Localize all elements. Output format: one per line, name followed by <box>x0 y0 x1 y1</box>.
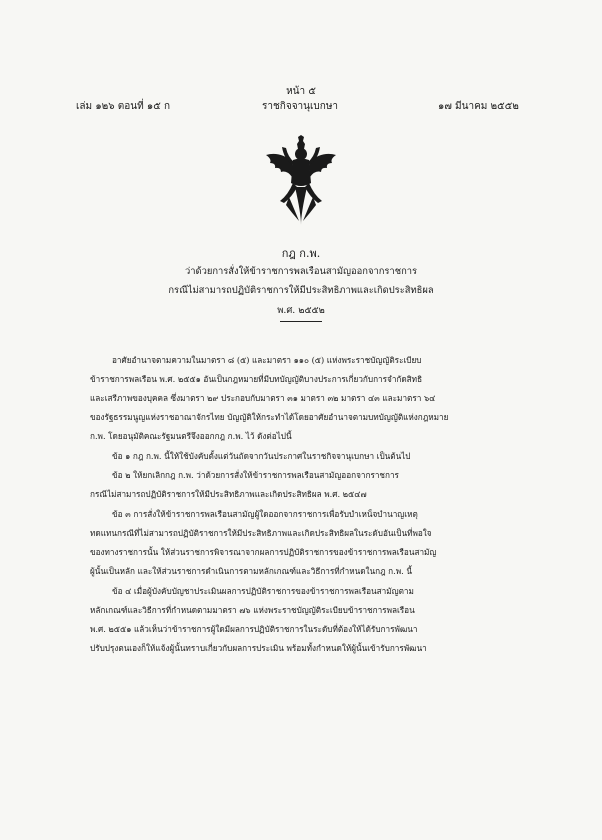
body-line: กรณีไม่สามารถปฏิบัติราชการให้มีประสิทธิภาพและเกิดประสิทธิผล พ.ศ. ๒๕๔๗ <box>90 489 367 499</box>
page-number: หน้า ๕ <box>286 86 316 97</box>
clause-1: ข้อ ๑ กฎ ก.พ. นี้ให้ใช้บังคับตั้งแต่วันถัดจากวันประกาศในราชกิจจานุเบกษา เป็นต้นไป <box>112 451 411 461</box>
rule-subtitle-line-1: ว่าด้วยการสั่งให้ข้าราชการพลเรือนสามัญออกจากราชการ <box>184 266 418 277</box>
clause-4: ข้อ ๔ เมื่อผู้บังคับบัญชาประเมินผลการปฏิบัติราชการของข้าราชการพลเรือนสามัญตาม <box>112 586 414 596</box>
body-line: ผู้นั้นเป็นหลัก และให้ส่วนราชการดำเนินการตามหลักเกณฑ์และวิธีการที่กำหนดในกฎ ก.พ. นี้ <box>90 566 412 576</box>
body-line: อาศัยอำนาจตามความในมาตรา ๘ (๕) และมาตรา ๑๑๐ (๕) แห่งพระราชบัญญัติระเบียบ <box>112 355 422 365</box>
body-line: ของรัฐธรรมนูญแห่งราชอาณาจักรไทย บัญญัติให้กระทำได้โดยอาศัยอำนาจตามบทบัญญัติแห่งกฎหมาย <box>90 412 449 422</box>
garuda-emblem-icon <box>262 135 340 227</box>
clause-3: ข้อ ๓ การสั่งให้ข้าราชการพลเรือนสามัญผู้ใดออกจากราชการเพื่อรับบำเหน็จบำนาญเหตุ <box>112 509 418 519</box>
body-line: ของทางราชการนั้น ให้ส่วนราชการพิจารณาจากผลการปฏิบัติราชการของข้าราชการพลเรือนสามัญ <box>90 547 437 557</box>
body-line: พ.ศ. ๒๕๕๑ แล้วเห็นว่าข้าราชการผู้ใดมีผลการปฏิบัติราชการในระดับที่ต้องให้ได้รับการพัฒนา <box>90 624 418 634</box>
body-line: หลักเกณฑ์และวิธีการที่กำหนดตามมาตรา ๗๖ แห่งพระราชบัญญัติระเบียบข้าราชการพลเรือน <box>90 605 415 615</box>
body-line: ปรับปรุงตนเองก็ให้แจ้งผู้นั้นทราบเกี่ยวกับผลการประเมิน พร้อมทั้งกำหนดให้ผู้นั้นเข้ารับการพัฒนา <box>90 643 427 653</box>
gazette-name: ราชกิจจานุเบกษา <box>262 101 339 112</box>
volume-issue: เล่ม ๑๒๖ ตอนที่ ๑๕ ก <box>76 101 171 112</box>
rule-subtitle-line-2: กรณีไม่สามารถปฏิบัติราชการให้มีประสิทธิภาพและเกิดประสิทธิผล <box>168 285 434 296</box>
body-line: ข้าราชการพลเรือน พ.ศ. ๒๕๕๑ อันเป็นกฎหมายที่มีบทบัญญัติบางประการเกี่ยวกับการจำกัดสิทธิ <box>90 374 423 384</box>
title-divider <box>280 321 322 322</box>
body-line: ก.พ. โดยอนุมัติคณะรัฐมนตรีจึงออกกฎ ก.พ. ไว้ ดังต่อไปนี้ <box>90 431 292 441</box>
rule-title: กฎ ก.พ. <box>281 247 321 260</box>
body-line: และเสรีภาพของบุคคล ซึ่งมาตรา ๒๙ ประกอบกับมาตรา ๓๑ มาตรา ๓๒ มาตรา ๔๓ และมาตรา ๖๔ <box>90 393 436 403</box>
body-line: ทดแทนกรณีที่ไม่สามารถปฏิบัติราชการให้มีประสิทธิภาพและเกิดประสิทธิผลในระดับอันเป็นที่พอใจ <box>90 528 432 538</box>
clause-2: ข้อ ๒ ให้ยกเลิกกฎ ก.พ. ว่าด้วยการสั่งให้ข้าราชการพลเรือนสามัญออกจากราชการ <box>112 470 399 480</box>
rule-year: พ.ศ. ๒๕๕๒ <box>277 305 325 316</box>
issue-date: ๑๗ มีนาคม ๒๕๕๒ <box>438 101 519 112</box>
